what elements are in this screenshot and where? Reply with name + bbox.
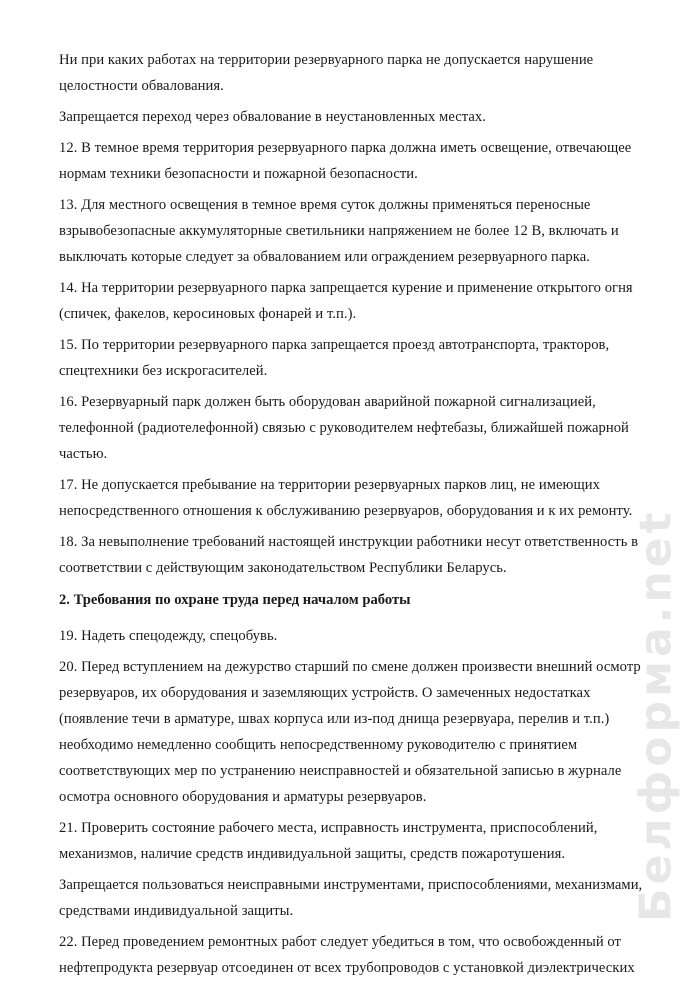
paragraph-14-smoking: 14. На территории резервуарного парка запрещается курение и применение открытого огня (спичек, факелов, керосиновых фонарей и т.п.). [59,280,633,322]
paragraph-12-lighting: 12. В темное время территория резервуарного парка должна иметь освещение, отвечающее нормам техники безопасности и пожарной безопасности. [59,140,632,182]
paragraph-13-local-lighting: 13. Для местного освещения в темное время суток должны применяться переносные взрывобезопасные аккумуляторные светильники напряжением не более 12 В, включать и выключать которые следует за обвалованием или ограждением резервуарного парка. [59,197,619,265]
paragraph-18-responsibility: 18. За невыполнение требований настоящей инструкции работники несут ответственность в соответствии с действующим законодательством Республики Беларусь. [59,534,639,576]
paragraph-20-inspection: 20. Перед вступлением на дежурство старший по смене должен произвести внешний осмотр резервуаров, их оборудования и заземляющих устройств. О замеченных недостатках (появление течи в арматуре, швах корпуса или из-под днища резервуара, перелив и т.п.) необходимо немедленно сообщить непосредственному руководителю с принятием соответствующих мер по устранению неисправностей и обязательной записью в журнале осмотра основного оборудования и арматуры резервуаров. [59,659,641,805]
paragraph-17-access: 17. Не допускается пребывание на территории резервуарных парков лиц, не имеющих непосредственного отношения к обслуживанию резервуаров, оборудования и к их ремонту. [59,477,633,519]
document-page [59,47,659,986]
paragraph-21-workplace: 21. Проверить состояние рабочего места, исправность инструмента, приспособлений, механизмов, наличие средств индивидуальной защиты, средств пожаротушения. [59,820,598,862]
paragraph-19-clothing: 19. Надеть спецодежду, спецобувь. [59,628,278,644]
paragraph-embankment-crossing: Запрещается переход через обвалование в неустановленных местах. [59,109,486,125]
section-heading: 2. Требования по охране труда перед началом работы [59,592,411,608]
paragraph-embankment-integrity: Ни при каких работах на территории резервуарного парка не допускается нарушение целостности обвалования. [59,52,594,94]
paragraph-16-alarm: 16. Резервуарный парк должен быть оборудован аварийной пожарной сигнализацией, телефонной (радиотелефонной) связью с руководителем нефтебазы, ближайшей пожарной частью. [59,394,629,462]
paragraph-faulty-tools: Запрещается пользоваться неисправными инструментами, приспособлениями, механизмами, средствами индивидуальной защиты. [59,877,643,919]
paragraph-15-vehicles: 15. По территории резервуарного парка запрещается проезд автотранспорта, тракторов, спецтехники без искрогасителей. [59,337,610,379]
paragraph-22-repair: 22. Перед проведением ремонтных работ следует убедиться в том, что освобожденный от нефтепродукта резервуар отсоединен от всех трубопроводов с установкой диэлектрических [59,934,635,976]
watermark: Белформа.net [631,508,682,922]
